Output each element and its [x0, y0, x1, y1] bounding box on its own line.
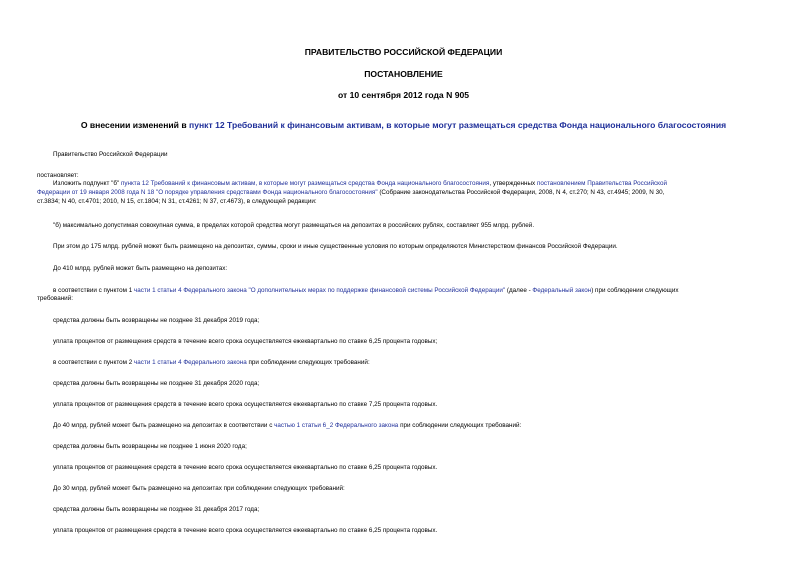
amend-link-decree-a[interactable]: постановлением Правительства Российской: [536, 180, 667, 187]
amend-text-1: Изложить подпункт "б": [53, 180, 121, 187]
document-type-heading: ПОСТАНОВЛЕНИЕ: [364, 69, 443, 79]
title-prefix: О внесении изменений в: [80, 120, 190, 130]
document-title: [0, 120, 807, 130]
paragraph-pay-625-b: уплата процентов от размещения средств в течение всего срока осуществляется ежеквартально по ставке 6,25 процента годовых.: [53, 464, 438, 471]
art2-text-b: при соблюдении следующих требований:: [246, 359, 370, 366]
paragraph-decrees: постановляет:: [37, 172, 79, 179]
paragraph-art1-line1: [53, 287, 679, 296]
paragraph-amend-line3: ст.3834; N 40, ст.4701; 2010, N 15, ст.1804; N 31, ст.4261; N 37, ст.4673), в следующей редакции:: [37, 198, 317, 205]
date-number-heading: от 10 сентября 2012 года N 905: [337, 90, 470, 100]
p40-link-law[interactable]: частью 1 статьи 6_2 Федерального закона: [274, 422, 399, 429]
p40-text-b: при соблюдении следующих требований:: [398, 422, 522, 429]
art2-link-law[interactable]: части 1 статьи 4 Федерального закона: [134, 359, 247, 366]
paragraph-30: До 30 млрд. рублей может быть размещено на депозитах при соблюдении следующих требований:: [53, 485, 345, 492]
paragraph-b: "б) максимально допустимая совокупная сумма, в пределах которой средства могут размещаться на депозитах в российских рублях, составляет 955 млрд. рублей.: [53, 222, 535, 229]
paragraph-amend-line2: [37, 189, 664, 198]
art2-text-a: в соответствии с пунктом 2: [53, 359, 135, 366]
art1-link-federal-law[interactable]: Федеральный закон: [532, 287, 592, 294]
paragraph-art1-line2: требований:: [37, 295, 73, 302]
paragraph-government: Правительство Российской Федерации: [53, 151, 168, 158]
p40-text-a: До 40 млрд. рублей может быть размещено на депозитах в соответствии с: [53, 422, 275, 429]
paragraph-return-2020: средства должны быть возвращены не позднее 31 декабря 2020 года;: [53, 380, 260, 387]
amend-link-item12[interactable]: пункта 12 Требований к финансовым активам, в которые могут размещаться средства Фонда национального благосостояния: [120, 180, 490, 187]
amend-text-2: , утвержденных: [489, 180, 537, 187]
paragraph-amend-line1: [53, 180, 667, 189]
paragraph-pay-625-c: уплата процентов от размещения средств в течение всего срока осуществляется ежеквартально по ставке 6,25 процента годовых.: [53, 527, 438, 534]
amend-link-decree-b[interactable]: Федерации от 19 января 2008 года N 18 "О порядке управления средствами Фонда национального благосостояния": [37, 189, 378, 196]
title-link[interactable]: пункт 12 Требований к финансовым активам, в которые могут размещаться средства Фонда национального благосостояния: [189, 120, 727, 130]
art1-link-law[interactable]: части 1 статьи 4 Федерального закона "О дополнительных мерах по поддержке финансовой системы Российской Федерации": [134, 287, 506, 294]
paragraph-pay-725: уплата процентов от размещения средств в течение всего срока осуществляется ежеквартально по ставке 7,25 процента годовых.: [53, 401, 438, 408]
government-heading: ПРАВИТЕЛЬСТВО РОССИЙСКОЙ ФЕДЕРАЦИИ: [304, 47, 503, 57]
paragraph-410: До 410 млрд. рублей может быть размещено на депозитах:: [53, 265, 228, 272]
paragraph-40: [53, 422, 521, 431]
paragraph-return-2020-june: средства должны быть возвращены не позднее 1 июня 2020 года;: [53, 443, 247, 450]
paragraph-pay-625-a: уплата процентов от размещения средств в течение всего срока осуществляется ежеквартально по ставке 6,25 процента годовых;: [53, 338, 438, 345]
art1-text-c: ) при соблюдении следующих: [591, 287, 679, 294]
amend-text-3: (Собрание законодательства Российской Федерации, 2008, N 4, ст.270; N 43, ст.4945; 2009, N 30,: [377, 189, 665, 196]
paragraph-return-2019: средства должны быть возвращены не позднее 31 декабря 2019 года;: [53, 317, 260, 324]
art1-text-b: (далее -: [505, 287, 533, 294]
paragraph-return-2017: средства должны быть возвращены не позднее 31 декабря 2017 года;: [53, 506, 260, 513]
art1-text-a: в соответствии с пунктом 1: [53, 287, 135, 294]
paragraph-art2: [53, 359, 370, 368]
paragraph-175: При этом до 175 млрд. рублей может быть размещено на депозитах, суммы, сроки и иные существенные условия по которым определяются Министерством финансов Российской Федерации.: [53, 243, 618, 250]
